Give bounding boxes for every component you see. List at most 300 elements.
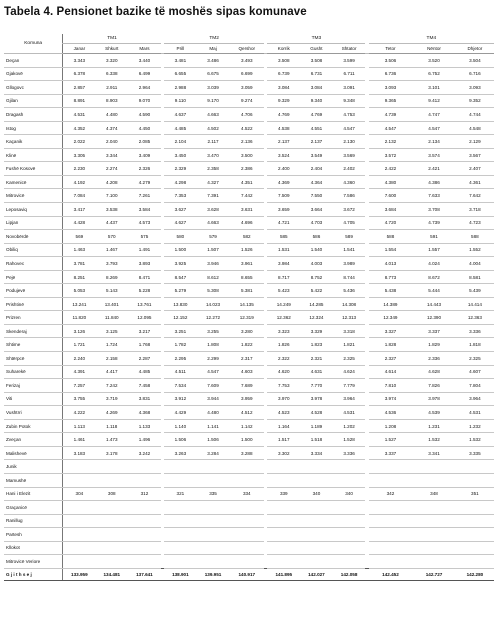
table-row: [4, 528, 494, 542]
table-cell: 4.298: [164, 175, 197, 189]
table-cell: 4.222: [63, 406, 96, 420]
table-cell: 2.386: [229, 162, 264, 176]
table-cell: 4.703: [300, 216, 333, 230]
table-cell: 1.208: [369, 419, 413, 433]
table-cell: 3.440: [128, 54, 161, 68]
row-komuna-name: Kllokot: [4, 541, 63, 555]
table-cell: 142.058: [333, 568, 366, 580]
table-cell: 335: [197, 487, 230, 501]
row-komuna-name: Ferizaj: [4, 379, 63, 393]
table-row: [4, 121, 494, 135]
table-cell: 7.261: [128, 189, 161, 203]
table-cell: [369, 501, 413, 515]
table-cell: 2.329: [164, 162, 197, 176]
table-cell: 4.753: [333, 108, 366, 122]
table-cell: 5.053: [63, 284, 96, 298]
table-cell: 4.192: [63, 175, 96, 189]
table-cell: 5.279: [164, 284, 197, 298]
table-row: [4, 257, 494, 271]
table-cell: 1.552: [456, 243, 494, 257]
table-cell: 3.336: [333, 446, 366, 460]
table-cell: 3.708: [412, 203, 456, 217]
table-cell: 4.351: [229, 175, 264, 189]
table-cell: 4.720: [369, 216, 413, 230]
table-cell: 4.627: [164, 216, 197, 230]
table-cell: 580: [164, 230, 197, 244]
table-row: [4, 460, 494, 474]
table-cell: 2.240: [63, 352, 96, 366]
table-cell: 3.337: [369, 446, 413, 460]
table-cell: 13.241: [63, 297, 96, 311]
table-cell: [197, 541, 230, 555]
table-cell: 4.739: [369, 108, 413, 122]
table-cell: [229, 460, 264, 474]
table-cell: 1.540: [300, 243, 333, 257]
table-cell: [456, 473, 494, 487]
table-cell: 4.551: [300, 121, 333, 135]
table-cell: 13.830: [164, 297, 197, 311]
table-cell: 5.228: [128, 284, 161, 298]
table-cell: 2.317: [229, 352, 264, 366]
table-cell: 2.299: [197, 352, 230, 366]
row-komuna-name: Prishtinë: [4, 297, 63, 311]
table-row: [4, 501, 494, 515]
table-cell: 1.554: [369, 243, 413, 257]
table-cell: 3.344: [95, 148, 128, 162]
table-cell: 3.718: [456, 203, 494, 217]
table-cell: 7.257: [63, 379, 96, 393]
table-cell: 1.500: [229, 433, 264, 447]
table-cell: 3.538: [95, 203, 128, 217]
table-row: [4, 311, 494, 325]
table-cell: 6.499: [128, 67, 161, 81]
table-cell: 2.230: [63, 162, 96, 176]
header-month: Prill: [164, 44, 197, 54]
row-komuna-name: Hani i Elezit: [4, 487, 63, 501]
table-cell: 1.164: [267, 419, 300, 433]
header-month: Janar: [63, 44, 96, 54]
table-cell: 312: [128, 487, 161, 501]
table-cell: 3.755: [63, 392, 96, 406]
table-cell: 4.706: [229, 108, 264, 122]
table-cell: 2.326: [128, 162, 161, 176]
row-komuna-name: Mamushë: [4, 473, 63, 487]
table-cell: 11.820: [63, 311, 96, 325]
table-cell: 4.547: [333, 121, 366, 135]
table-cell: [456, 514, 494, 528]
table-cell: 321: [164, 487, 197, 501]
table-cell: 3.093: [456, 81, 494, 95]
table-cell: 5.423: [267, 284, 300, 298]
table-cell: 3.984: [267, 257, 300, 271]
table-cell: 1.517: [267, 433, 300, 447]
table-cell: 2.400: [267, 162, 300, 176]
table-cell: [267, 528, 300, 542]
table-cell: 304: [63, 487, 96, 501]
table-cell: [333, 514, 366, 528]
table-cell: [369, 460, 413, 474]
table-cell: 3.664: [300, 203, 333, 217]
table-cell: 3.327: [369, 324, 413, 338]
table-cell: 1.506: [197, 433, 230, 447]
table-cell: 2.129: [456, 135, 494, 149]
table-cell: 570: [95, 230, 128, 244]
row-komuna-name: Kamenicë: [4, 175, 63, 189]
table-cell: 7.442: [229, 189, 264, 203]
table-cell: 3.793: [95, 257, 128, 271]
table-cell: 1.518: [300, 433, 333, 447]
table-cell: 4.502: [197, 121, 230, 135]
table-cell: [197, 460, 230, 474]
row-komuna-name: Skenderaj: [4, 324, 63, 338]
table-cell: 3.627: [164, 203, 197, 217]
table-cell: 3.125: [95, 324, 128, 338]
table-cell: 340: [333, 487, 366, 501]
table-cell: [412, 528, 456, 542]
table-row: [4, 203, 494, 217]
table-cell: [333, 555, 366, 569]
table-cell: [63, 528, 96, 542]
table-cell: 14.135: [229, 297, 264, 311]
table-cell: 3.084: [267, 81, 300, 95]
table-cell: 3.549: [300, 148, 333, 162]
table-cell: 4.364: [300, 175, 333, 189]
table-cell: 4.361: [456, 175, 494, 189]
table-cell: 334: [229, 487, 264, 501]
table-row: [4, 189, 494, 203]
row-komuna-name: Kaçanik: [4, 135, 63, 149]
table-cell: 3.217: [128, 324, 161, 338]
table-row: [4, 135, 494, 149]
table-cell: 2.134: [412, 135, 456, 149]
row-komuna-name: Graçanicë: [4, 501, 63, 515]
table-cell: 4.769: [267, 108, 300, 122]
table-cell: [164, 460, 197, 474]
table-cell: 2.130: [333, 135, 366, 149]
row-komuna-name: Dragash: [4, 108, 63, 122]
table-cell: 1.142: [229, 419, 264, 433]
table-row: [4, 297, 494, 311]
table-cell: [197, 555, 230, 569]
table-cell: 1.808: [197, 338, 230, 352]
table-cell: [63, 460, 96, 474]
table-cell: 7.826: [412, 379, 456, 393]
table-cell: 4.004: [456, 257, 494, 271]
table-cell: 588: [369, 230, 413, 244]
table-cell: 4.607: [456, 365, 494, 379]
table-cell: 1.531: [267, 243, 300, 257]
table-cell: 4.747: [412, 108, 456, 122]
table-cell: 7.391: [197, 189, 230, 203]
table-cell: 7.600: [369, 189, 413, 203]
table-cell: 12.362: [267, 311, 300, 325]
table-cell: 7.753: [267, 379, 300, 393]
table-cell: 3.946: [197, 257, 230, 271]
table-cell: 3.242: [128, 446, 161, 460]
table-cell: [128, 514, 161, 528]
table-cell: [412, 541, 456, 555]
table-cell: 2.402: [333, 162, 366, 176]
table-cell: 4.547: [197, 365, 230, 379]
table-cell: 4.723: [456, 216, 494, 230]
table-cell: 1.721: [63, 338, 96, 352]
table-cell: 3.584: [128, 203, 161, 217]
table-row: [4, 270, 494, 284]
table-cell: 579: [197, 230, 230, 244]
table-cell: 4.380: [369, 175, 413, 189]
table-cell: 3.486: [197, 54, 230, 68]
table-cell: 8.744: [333, 270, 366, 284]
table-row: [4, 514, 494, 528]
table-cell: 2.104: [164, 135, 197, 149]
table-cell: 3.323: [267, 324, 300, 338]
table-cell: 588: [456, 230, 494, 244]
table-cell: 1.532: [412, 433, 456, 447]
table-cell: 4.744: [456, 108, 494, 122]
table-cell: 3.341: [412, 446, 456, 460]
table-cell: 4.547: [412, 121, 456, 135]
row-komuna-name: Novobërdë: [4, 230, 63, 244]
table-cell: 589: [333, 230, 366, 244]
table-cell: 3.126: [63, 324, 96, 338]
table-cell: 585: [267, 230, 300, 244]
table-cell: 9.070: [128, 94, 161, 108]
table-cell: 3.959: [229, 392, 264, 406]
table-cell: [267, 501, 300, 515]
table-cell: 3.506: [369, 54, 413, 68]
table-cell: [456, 501, 494, 515]
table-cell: [164, 555, 197, 569]
table-cell: 3.343: [63, 54, 96, 68]
table-cell: 6.699: [229, 67, 264, 81]
table-header: [4, 34, 494, 54]
table-row: [4, 433, 494, 447]
table-row: [4, 148, 494, 162]
table-cell: 3.628: [197, 203, 230, 217]
table-cell: 9.348: [333, 94, 366, 108]
table-cell: 2.358: [197, 162, 230, 176]
table-cell: 3.567: [456, 148, 494, 162]
table-cell: 4.360: [333, 175, 366, 189]
row-komuna-name: Fushë Kosovë: [4, 162, 63, 176]
table-cell: 3.672: [333, 203, 366, 217]
row-komuna-name: Podujevë: [4, 284, 63, 298]
table-cell: 4.547: [369, 121, 413, 135]
table-cell: 1.461: [63, 433, 96, 447]
table-cell: 5.381: [229, 284, 264, 298]
table-cell: 2.137: [300, 135, 333, 149]
table-cell: 1.506: [164, 433, 197, 447]
pension-table-wrapper: [4, 34, 494, 581]
table-cell: 3.572: [369, 148, 413, 162]
table-cell: [164, 473, 197, 487]
table-cell: 4.511: [164, 365, 197, 379]
table-cell: 4.369: [267, 175, 300, 189]
table-cell: 4.485: [128, 365, 161, 379]
table-cell: 12.324: [300, 311, 333, 325]
table-cell: 1.557: [412, 243, 456, 257]
header-month: Mars: [128, 44, 161, 54]
row-komuna-name: Prizren: [4, 311, 63, 325]
table-cell: 4.536: [369, 406, 413, 420]
table-cell: 4.705: [333, 216, 366, 230]
table-cell: [128, 528, 161, 542]
table-cell: [300, 541, 333, 555]
table-cell: 4.531: [333, 406, 366, 420]
table-cell: 3.091: [333, 81, 366, 95]
table-cell: [300, 555, 333, 569]
table-cell: 2.085: [128, 135, 161, 149]
table-cell: 4.614: [369, 365, 413, 379]
table-cell: 3.781: [63, 257, 96, 271]
table-cell: 6.378: [63, 67, 96, 81]
table-cell: 8.773: [369, 270, 413, 284]
row-komuna-name: Gjilan: [4, 94, 63, 108]
table-cell: 7.100: [95, 189, 128, 203]
table-cell: 5.439: [456, 284, 494, 298]
table-cell: 4.663: [197, 216, 230, 230]
table-cell: [369, 528, 413, 542]
table-cell: [456, 528, 494, 542]
row-komuna-name: Suharekë: [4, 365, 63, 379]
table-cell: 7.689: [229, 379, 264, 393]
table-cell: 6.675: [197, 67, 230, 81]
table-cell: 12.272: [197, 311, 230, 325]
table-cell: 4.269: [95, 406, 128, 420]
table-cell: [197, 528, 230, 542]
table-cell: 4.352: [63, 121, 96, 135]
table-cell: 2.988: [164, 81, 197, 95]
table-cell: 1.140: [164, 419, 197, 433]
table-cell: 13.761: [128, 297, 161, 311]
table-cell: 2.321: [300, 352, 333, 366]
table-cell: [229, 541, 264, 555]
table-cell: 134.481: [95, 568, 128, 580]
table-cell: 4.391: [63, 365, 96, 379]
table-cell: 8.903: [95, 94, 128, 108]
row-komuna-name: Klinë: [4, 148, 63, 162]
table-cell: 1.496: [128, 433, 161, 447]
header-month: Gusht: [300, 44, 333, 54]
table-cell: 8.269: [95, 270, 128, 284]
table-cell: [229, 473, 264, 487]
table-cell: [267, 514, 300, 528]
header-month: Tetor: [369, 44, 413, 54]
table-cell: 1.141: [197, 419, 230, 433]
table-cell: 7.534: [164, 379, 197, 393]
table-cell: 8.251: [63, 270, 96, 284]
table-cell: [412, 555, 456, 569]
table-cell: 569: [63, 230, 96, 244]
table-cell: 3.599: [333, 54, 366, 68]
table-cell: 1.118: [95, 419, 128, 433]
table-cell: 8.752: [300, 270, 333, 284]
table-cell: [229, 501, 264, 515]
table-cell: [300, 528, 333, 542]
table-cell: 3.302: [267, 446, 300, 460]
table-row: [4, 352, 494, 366]
table-cell: 5.422: [300, 284, 333, 298]
row-komuna-name: Mitrovicë Veriore: [4, 555, 63, 569]
table-cell: [333, 473, 366, 487]
table-row: [4, 216, 494, 230]
table-cell: 14.414: [456, 297, 494, 311]
table-cell: 1.202: [333, 419, 366, 433]
table-row: [4, 94, 494, 108]
table-cell: 4.279: [128, 175, 161, 189]
table-cell: 7.804: [456, 379, 494, 393]
row-komuna-name: Malishevë: [4, 446, 63, 460]
table-row: [4, 541, 494, 555]
table-row: [4, 67, 494, 81]
table-cell: 5.436: [333, 284, 366, 298]
table-cell: 6.731: [300, 67, 333, 81]
row-komuna-name: Ranillug: [4, 514, 63, 528]
table-cell: 3.059: [229, 81, 264, 95]
table-cell: 7.609: [197, 379, 230, 393]
table-row: [4, 162, 494, 176]
table-cell: 4.450: [128, 121, 161, 135]
table-cell: [128, 473, 161, 487]
table-cell: 9.412: [412, 94, 456, 108]
table-cell: 2.325: [456, 352, 494, 366]
table-cell: 14.249: [267, 297, 300, 311]
table-cell: 2.117: [197, 135, 230, 149]
table-cell: 3.978: [300, 392, 333, 406]
table-cell: [197, 514, 230, 528]
table-cell: 3.288: [229, 446, 264, 460]
table-cell: [267, 541, 300, 555]
table-cell: 4.208: [95, 175, 128, 189]
header-month: Shkurt: [95, 44, 128, 54]
row-komuna-name: Viti: [4, 392, 63, 406]
table-row: [4, 54, 494, 68]
table-cell: 4.368: [128, 406, 161, 420]
table-cell: 12.095: [128, 311, 161, 325]
header-month: Korrik: [267, 44, 300, 54]
table-cell: [333, 501, 366, 515]
table-cell: 3.574: [412, 148, 456, 162]
table-cell: 9.352: [456, 94, 494, 108]
table-cell: 3.337: [412, 324, 456, 338]
header-quarter-tm1: TM1: [63, 34, 161, 44]
table-cell: 1.828: [369, 338, 413, 352]
table-cell: 1.473: [95, 433, 128, 447]
table-cell: 2.325: [333, 352, 366, 366]
table-cell: 7.353: [164, 189, 197, 203]
table-cell: [128, 555, 161, 569]
table-cell: 12.349: [369, 311, 413, 325]
table-cell: [95, 555, 128, 569]
header-komuna: Komuna: [4, 34, 63, 54]
table-cell: 14.308: [333, 297, 366, 311]
table-cell: 9.365: [369, 94, 413, 108]
table-cell: 4.603: [229, 365, 264, 379]
table-cell: 139.951: [197, 568, 230, 580]
header-month: Qershor: [229, 44, 264, 54]
table-cell: 3.039: [197, 81, 230, 95]
table-cell: 2.421: [412, 162, 456, 176]
table-cell: [95, 514, 128, 528]
table-cell: [164, 541, 197, 555]
table-cell: 1.541: [333, 243, 366, 257]
table-cell: 3.320: [95, 54, 128, 68]
table-cell: [369, 555, 413, 569]
table-cell: [95, 501, 128, 515]
row-komuna-name: Shtime: [4, 338, 63, 352]
table-cell: 2.964: [128, 81, 161, 95]
table-cell: 4.013: [369, 257, 413, 271]
